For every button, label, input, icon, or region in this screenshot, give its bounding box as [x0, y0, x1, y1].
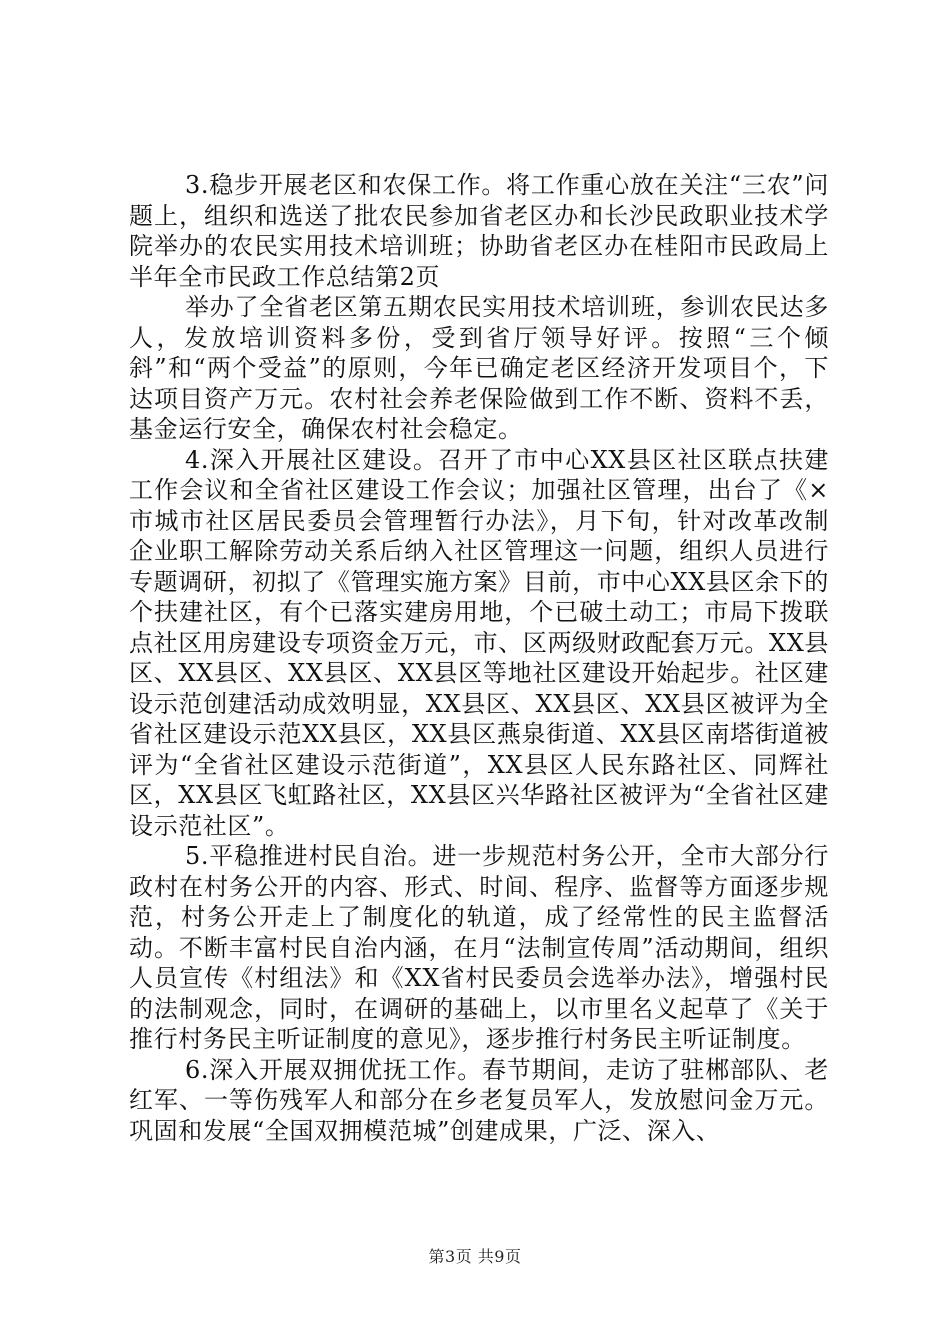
- paragraph-community-building: 4.深入开展社区建设。召开了市中心XX县区社区联点扶建工作会议和全省社区建设工作会议；加强社区管理，出台了《×市城市社区居民委员会管理暂行办法》，月下旬，针对改革改制企业职工解除劳动关系后纳入社区管理这一问题，组织人员进行专题调研，初拟了《管理实施方案》目前，市中心XX县区余下的个扶建社区，有个已落实建房用地，个已破土动工；市局下拨联点社区用房建设专项资金万元，市、区两级财政配套万元。XX县区、XX县区、XX县区、XX县区等地社区建设开始起步。社区建设示范创建活动成效明显，XX县区、XX县区、XX县区被评为全省社区建设示范XX县区，XX县区燕泉街道、XX县区南塔街道被评为“全省社区建设示范街道”，XX县区人民东路社区、同辉社区，XX县区飞虹路社区，XX县区兴华路社区被评为“全省社区建设示范社区”。: [129, 445, 829, 840]
- paragraph-old-area-rural-insurance: 3.稳步开展老区和农保工作。将工作重心放在关注“三农”问题上，组织和选送了批农民参加省老区办和长沙民政职业技术学院举办的农民实用技术培训班；协助省老区办在桂阳市民政局上半年全市民政工作总结第2页: [129, 171, 829, 291]
- paragraph-double-support: 6.深入开展双拥优抚工作。春节期间，走访了驻郴部队、老红军、一等伤残军人和部分在乡老复员军人，发放慰问金万元。巩固和发展“全国双拥模范城”创建成果，广泛、深入、: [129, 1055, 829, 1145]
- document-body: [129, 170, 829, 1146]
- paragraph-village-autonomy: 5.平稳推进村民自治。进一步规范村务公开，全市大部分行政村在村务公开的内容、形式、时间、程序、监督等方面逐步规范，村务公开走上了制度化的轨道，成了经常性的民主监督活动。不断丰富村民自治内涵，在月“法制宣传周”活动期间，组织人员宣传《村组法》和《XX省村民委员会选举办法》，增强村民的法制观念，同时，在调研的基础上，以市里名义起草了《关于推行村务民主听证制度的意见》，逐步推行村务民主听证制度。: [129, 842, 829, 1053]
- page-footer: 第3页 共9页: [428, 1247, 522, 1266]
- paragraph-training-continuation: 举办了全省老区第五期农民实用技术培训班，参训农民达多人，发放培训资料多份，受到省厅领导好评。按照“三个倾斜”和“两个受益”的原则，今年已确定老区经济开发项目个，下达项目资产万元。农村社会养老保险做到工作不断、资料不丢，基金运行安全，确保农村社会稳定。: [129, 293, 829, 443]
